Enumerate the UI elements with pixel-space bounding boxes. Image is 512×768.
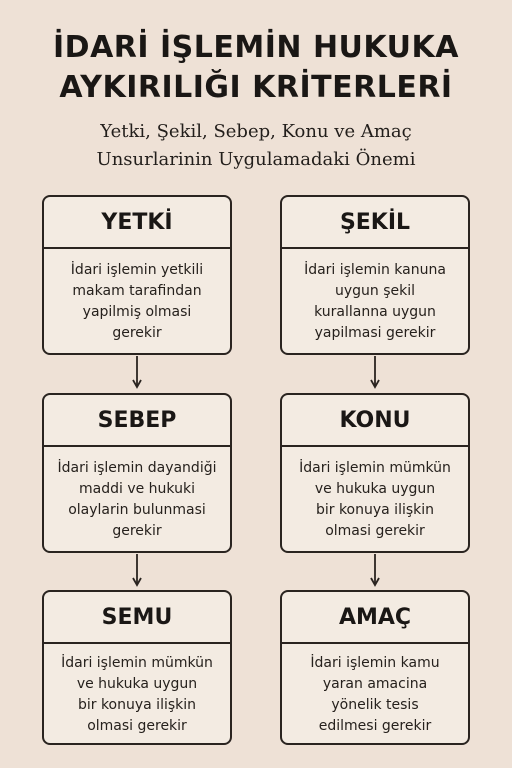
card-yetki [42,195,232,355]
card-sekil [280,195,470,355]
page-title-line-2: AYKIRILIĞI KRİTERLERİ [59,70,453,105]
card-title: YETKİ [44,197,230,249]
card-description: İdari işlemin mümkün ve hukuka uygun bir konuya ilişkin olmasi gerekir [299,460,451,539]
card-title: AMAÇ [282,592,468,644]
card-title: SEMU [44,592,230,644]
card-konu [280,393,470,553]
card-description: İdari işlemin yetkili makam tarafindan yapilmiş olmasi gerekir [70,262,204,341]
card-description: İdari işlemin dayandiği maddi ve hukuki olaylarin bulunmasi gerekir [57,460,217,539]
page-subtitle-line-2: Unsurlarinin Uygulamadaki Önemi [96,149,416,170]
down-arrow-icon [370,356,380,389]
card-title: SEBEP [44,395,230,447]
card-sebep [42,393,232,553]
page-title [0,28,512,108]
card-amac [280,590,470,745]
down-arrow-icon [132,356,142,389]
page-title-line-1: İDARİ İŞLEMİN HUKUKA [53,30,459,65]
card-title: ŞEKİL [282,197,468,249]
down-arrow-icon [370,554,380,587]
card-description: İdari işlemin mümkün ve hukuka uygun bir konuya ilişkin olmasi gerekir [61,654,213,734]
card-description: İdari işlemin kamu yaran amacina yönelik tesis edilmesi gerekir [310,654,440,734]
down-arrow-icon [132,554,142,587]
page-subtitle [0,118,512,174]
card-description: İdari işlemin kanuna uygun şekil kurallanna uygun yapilmasi gerekir [304,262,446,341]
card-semu [42,590,232,745]
card-title: KONU [282,395,468,447]
page-subtitle-line-1: Yetki, Şekil, Sebep, Konu ve Amaç [100,121,412,142]
